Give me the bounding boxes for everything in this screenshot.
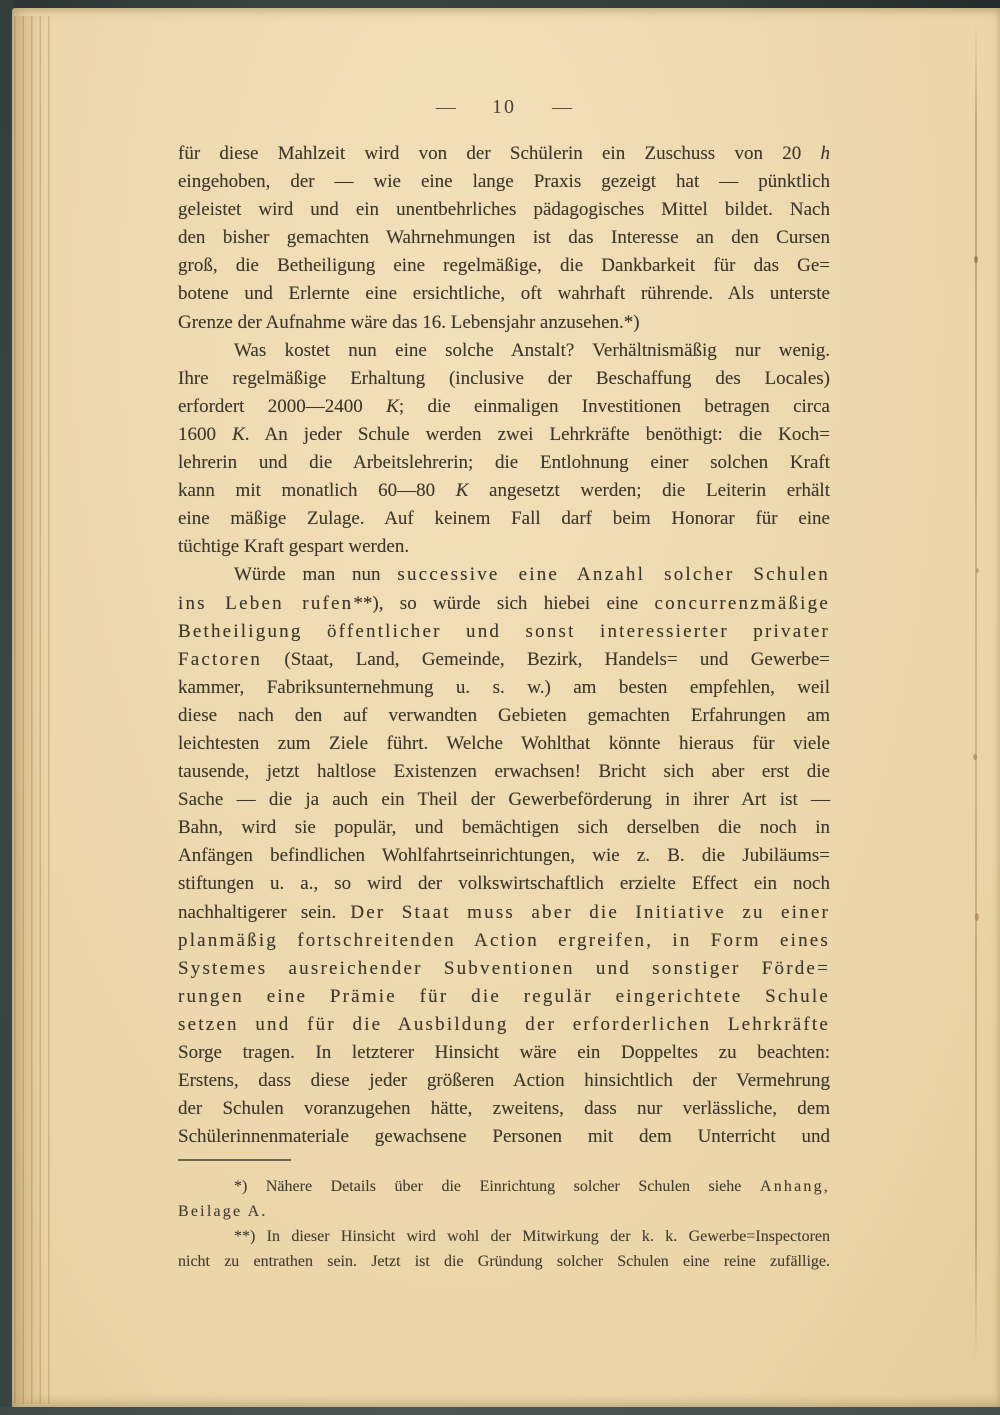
page-header: [178, 96, 830, 119]
text-segment: lehrerin und die Arbeitslehrerin; die Entlohnung einer solchen Kraft: [178, 452, 830, 474]
text-line: [178, 449, 830, 477]
text-line: [178, 533, 830, 561]
text-segment: Schülerinnenmateriale gewachsene Personen mit dem Unterricht und: [178, 1126, 830, 1148]
text-line: [178, 1011, 830, 1039]
text-line: [178, 702, 830, 730]
footnotes: [178, 1174, 830, 1274]
currency-symbol: K: [455, 480, 469, 502]
text-segment: Ihre regelmäßige Erhaltung (inclusive der Beschaffung des Locales): [178, 367, 830, 389]
footnote-separator: [178, 1159, 291, 1161]
text-line: [178, 814, 830, 842]
emphasized-text-segment: rungen eine Prämie für die regulär eingerichtete Schule: [178, 985, 830, 1007]
text-line: [178, 393, 830, 421]
page-crease: [975, 22, 977, 1362]
text-line: [178, 1095, 830, 1123]
text-segment: tausende, jetzt haltlose Existenzen erwachsen! Bricht sich aber erst die: [178, 761, 830, 783]
text-line: [178, 730, 830, 758]
text-segment: der Schulen voranzugehen hätte, zweitens, dass nur verlässliche, dem: [178, 1098, 830, 1120]
text-segment: Was kostet nun eine solche Anstalt? Verhältnismäßig nur wenig.: [234, 339, 830, 361]
text-line: [178, 337, 830, 365]
emphasized-text-segment: planmäßig fortschreitenden Action ergreifen, in Form eines: [178, 929, 830, 951]
emphasized-text-segment: Systemes ausreichender Subventionen und sonstiger Förde=: [178, 957, 830, 979]
emphasized-text-segment: Betheiligung öffentlicher und sonst interessierter privater: [178, 620, 830, 642]
text-line: [178, 365, 830, 393]
text-line: [178, 870, 830, 898]
text-line: [178, 646, 830, 674]
text-segment: nicht zu entrathen sein. Jetzt ist die Gründung solcher Schulen eine reine zufällige.: [178, 1253, 830, 1270]
text-line: [178, 590, 830, 618]
text-segment: Sorge tragen. In letzterer Hinsicht wäre ein Doppeltes zu beachten:: [178, 1042, 830, 1063]
emphasized-text-segment: Der Staat muss aber die Initiative zu einer: [350, 901, 830, 923]
text-line: [178, 1067, 830, 1095]
emphasized-text-segment: Anhang,: [759, 1178, 830, 1195]
paper-speck: [973, 754, 977, 760]
paper-speck: [976, 568, 979, 573]
text-line: [178, 674, 830, 702]
text-line: [178, 1224, 830, 1249]
text-segment: Erstens, dass diese jeder größeren Action hinsichtlich der Vermehrung: [178, 1070, 830, 1092]
text-line: [178, 1199, 830, 1224]
text-line: [178, 983, 830, 1011]
text-line: [178, 168, 830, 196]
text-segment: kammer, Fabriksunternehmung u. s. w.) am besten empfehlen, weil: [178, 676, 830, 698]
text-segment: tüchtige Kraft gespart werden.: [178, 536, 410, 558]
text-line: [178, 1249, 830, 1274]
text-segment: . An jeder Schule werden zwei Lehrkräfte benöthigt: die Koch=: [244, 423, 830, 445]
text-line: [178, 786, 830, 814]
text-segment: diese nach den auf verwandten Gebieten gemachten Erfahrungen am: [178, 704, 830, 726]
text-line: [178, 477, 830, 505]
header-dash-left: —: [436, 96, 456, 118]
text-segment: **) In dieser Hinsicht wird wohl der Mitwirkung der k. k. Gewerbe=Inspectoren: [234, 1228, 830, 1245]
text-line: [178, 196, 830, 224]
text-line: [178, 1039, 830, 1067]
text-segment: Grenze der Aufnahme wäre das 16. Lebensjahr anzusehen.*): [178, 311, 640, 333]
text-segment: für diese Mahlzeit wird von der Schülerin ein Zuschuss von 20: [178, 143, 821, 164]
paper-speck: [975, 913, 979, 921]
text-segment: geleistet wird und ein unentbehrliches pädagogisches Mittel bildet. Nach: [178, 199, 830, 221]
text-segment: angesetzt werden; die Leiterin erhält: [468, 480, 830, 502]
text-line: [178, 758, 830, 786]
currency-symbol: h: [820, 143, 830, 164]
page-number: 10: [492, 96, 516, 118]
text-line: [178, 309, 830, 337]
text-segment: nachhaltigerer sein.: [178, 901, 351, 923]
text-line: [178, 899, 830, 927]
text-segment: *) Nähere Details über die Einrichtung solcher Schulen siehe: [234, 1178, 760, 1195]
text-segment: Anfängen befindlichen Wohlfahrtseinrichtungen, wie z. B. die Jubiläums=: [178, 845, 830, 867]
text-segment: erfordert 2000—2400: [178, 395, 387, 417]
text-segment: den bisher gemachten Wahrnehmungen ist das Interesse an den Cursen: [178, 227, 830, 249]
text-segment: groß, die Betheiligung eine regelmäßige, die Dankbarkeit für das Ge=: [178, 255, 830, 277]
text-line: [178, 1174, 830, 1199]
book-page: [12, 8, 1000, 1408]
page-stack-edges: [14, 16, 56, 1404]
text-segment: eine mäßige Zulage. Auf keinem Fall darf beim Honorar für eine: [178, 508, 830, 530]
emphasized-text-segment: successive eine Anzahl solcher Schulen: [397, 564, 830, 586]
text-line: [178, 618, 830, 646]
emphasized-text-segment: setzen und für die Ausbildung der erforderlichen Lehrkräfte: [178, 1013, 830, 1035]
text-line: [178, 505, 830, 533]
text-segment: botene und Erlernte eine ersichtliche, oft wahrhaft rührende. Als unterste: [178, 283, 830, 305]
text-line: [178, 955, 830, 983]
text-segment: **), so würde sich hiebei eine: [353, 592, 655, 614]
text-line: [178, 927, 830, 955]
emphasized-text-segment: Factoren: [178, 648, 263, 670]
text-line: [178, 224, 830, 252]
text-line: [178, 252, 830, 280]
text-segment: (Staat, Land, Gemeinde, Bezirk, Handels= und Gewerbe=: [262, 648, 830, 670]
scan-edge-bottom: [0, 1407, 1000, 1415]
text-segment: leichtesten zum Ziele führt. Welche Wohlthat könnte hieraus für viele: [178, 732, 830, 754]
text-line: [178, 421, 830, 449]
currency-symbol: K: [232, 423, 245, 445]
text-line: [178, 561, 830, 589]
text-segment: eingehoben, der — wie eine lange Praxis gezeigt hat — pünktlich: [178, 171, 830, 193]
emphasized-text-segment: concurrenzmäßige: [654, 592, 830, 614]
header-dash-right: —: [552, 96, 572, 118]
text-segment: 1600: [178, 423, 233, 445]
emphasized-text-segment: ins Leben rufen: [178, 592, 354, 614]
text-line: [178, 140, 830, 168]
text-segment: ; die einmaligen Investitionen betragen circa: [398, 395, 830, 417]
text-line: [178, 280, 830, 308]
body-text: [178, 140, 830, 1151]
paper-speck: [974, 256, 978, 263]
text-segment: kann mit monatlich 60—80: [178, 480, 456, 502]
text-segment: Sache — die ja auch ein Theil der Gewerbeförderung in ihrer Art ist —: [178, 789, 830, 811]
text-segment: Würde man nun: [234, 564, 398, 586]
text-segment: stiftungen u. a., so wird der volkswirtschaftlich erzielte Effect ein noch: [178, 873, 830, 895]
emphasized-text-segment: Beilage A.: [178, 1203, 268, 1220]
currency-symbol: K: [386, 395, 399, 417]
text-line: [178, 842, 830, 870]
text-segment: Bahn, wird sie populär, und bemächtigen sich derselben die noch in: [178, 817, 830, 839]
text-line: [178, 1123, 830, 1151]
